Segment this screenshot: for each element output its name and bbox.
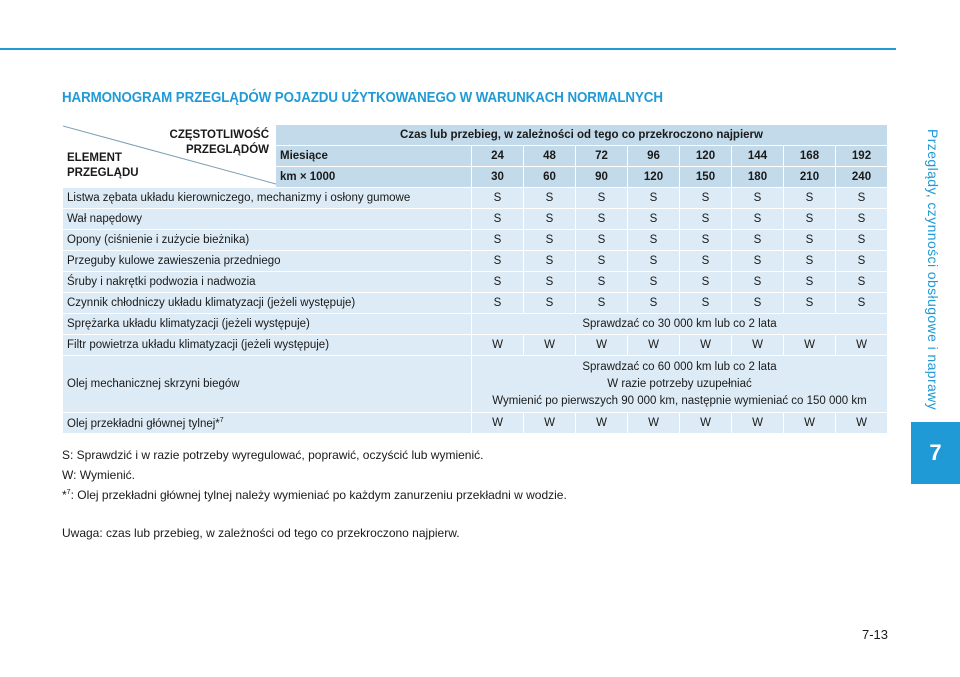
interval-value: S xyxy=(680,209,732,230)
row-item-name-text: Czynnik chłodniczy układu klimatyzacji (jeżeli występuje) xyxy=(67,297,356,309)
row-item-name-text: Sprężarka układu klimatyzacji (jeżeli występuje) xyxy=(67,318,310,330)
row-item-name xyxy=(63,209,472,230)
page-title: HARMONOGRAM PRZEGLĄDÓW POJAZDU UŻYTKOWANEGO W WARUNKACH NORMALNYCH xyxy=(62,90,663,106)
interval-span-note: Sprawdzać co 30 000 km lub co 2 lata xyxy=(472,314,888,335)
interval-value: W xyxy=(576,413,628,434)
interval-value: S xyxy=(472,188,524,209)
footnote-sup: 7 xyxy=(66,489,71,496)
interval-value: W xyxy=(680,335,732,356)
month-value: 72 xyxy=(576,146,628,167)
interval-value: S xyxy=(524,230,576,251)
table-row xyxy=(63,209,888,230)
table-row xyxy=(63,272,888,293)
interval-value: S xyxy=(784,272,836,293)
chapter-side-title-text: Przeglądy, czynności obsługowe i naprawy xyxy=(925,129,941,411)
interval-value: S xyxy=(472,272,524,293)
interval-value: S xyxy=(836,230,888,251)
interval-value: S xyxy=(472,209,524,230)
row-item-name-text: Przeguby kulowe zawieszenia przedniego xyxy=(67,255,281,267)
interval-value: S xyxy=(732,251,784,272)
footnote-star: * xyxy=(62,488,67,502)
row-item-name-text: Listwa zębata układu kierowniczego, mechanizmy i osłony gumowe xyxy=(67,192,411,204)
interval-value: S xyxy=(784,230,836,251)
interval-value: S xyxy=(836,251,888,272)
interval-value: S xyxy=(732,209,784,230)
interval-span-header: Czas lub przebieg, w zależności od tego co przekroczono najpierw xyxy=(276,125,888,146)
table-row xyxy=(63,251,888,272)
interval-value: S xyxy=(784,251,836,272)
interval-value: S xyxy=(524,209,576,230)
header-diagonal-cell xyxy=(63,125,276,188)
km-value: 210 xyxy=(784,167,836,188)
note-s: S: Sprawdzić i w razie potrzeby wyregulować, poprawić, oczyścić lub wymienić. xyxy=(62,448,484,462)
interval-value: S xyxy=(524,293,576,314)
note-footnote-7 xyxy=(62,488,567,502)
interval-value: W xyxy=(472,335,524,356)
interval-value: W xyxy=(784,413,836,434)
row-item-name xyxy=(63,293,472,314)
month-value: 120 xyxy=(680,146,732,167)
table-row xyxy=(63,230,888,251)
row-item-name-text: Olej przekładni głównej tylnej* xyxy=(67,417,220,430)
element-label-line1: ELEMENT xyxy=(67,152,122,164)
row-item-name xyxy=(63,272,472,293)
interval-value: W xyxy=(732,335,784,356)
frequency-label xyxy=(170,128,269,158)
interval-value: S xyxy=(628,251,680,272)
interval-value: S xyxy=(576,188,628,209)
element-label-line2: PRZEGLĄDU xyxy=(67,167,139,179)
maintenance-schedule-table xyxy=(62,124,888,434)
interval-value: S xyxy=(680,188,732,209)
interval-value: S xyxy=(732,272,784,293)
row-item-name-text: Filtr powietrza układu klimatyzacji (jeżeli występuje) xyxy=(67,339,330,351)
month-value: 192 xyxy=(836,146,888,167)
interval-span-line: Sprawdzać co 60 000 km lub co 2 lata xyxy=(582,360,777,373)
interval-value: W xyxy=(576,335,628,356)
interval-value: S xyxy=(680,293,732,314)
km-value: 90 xyxy=(576,167,628,188)
page-number: 7-13 xyxy=(862,627,889,642)
interval-value: S xyxy=(836,209,888,230)
km-value: 180 xyxy=(732,167,784,188)
interval-value: W xyxy=(836,413,888,434)
interval-value: S xyxy=(472,251,524,272)
row-item-name xyxy=(63,251,472,272)
row-item-name xyxy=(63,188,472,209)
interval-value: S xyxy=(576,293,628,314)
row-item-name xyxy=(63,335,472,356)
interval-value: S xyxy=(836,272,888,293)
interval-value: S xyxy=(784,293,836,314)
interval-value: S xyxy=(524,188,576,209)
interval-value: S xyxy=(784,188,836,209)
chapter-side-title xyxy=(918,120,948,420)
table-row xyxy=(63,413,888,434)
frequency-label-line1: CZĘSTOTLIWOŚĆ xyxy=(169,129,269,141)
row-item-name xyxy=(63,230,472,251)
interval-value: W xyxy=(680,413,732,434)
interval-value: S xyxy=(732,230,784,251)
interval-value: S xyxy=(680,251,732,272)
interval-value: S xyxy=(472,293,524,314)
interval-value: S xyxy=(732,188,784,209)
note-uwaga: Uwaga: czas lub przebieg, w zależności od tego co przekroczono najpierw. xyxy=(62,526,460,540)
row-item-name xyxy=(63,356,472,413)
interval-value: S xyxy=(628,230,680,251)
interval-value: S xyxy=(576,272,628,293)
interval-value: W xyxy=(784,335,836,356)
row-item-name-text: Śruby i nakrętki podwozia i nadwozia xyxy=(67,276,256,288)
top-rule xyxy=(0,48,896,50)
interval-value: W xyxy=(472,413,524,434)
table-row xyxy=(63,293,888,314)
interval-value: W xyxy=(628,413,680,434)
month-value: 96 xyxy=(628,146,680,167)
interval-value: W xyxy=(836,335,888,356)
row-item-name xyxy=(63,314,472,335)
interval-value: S xyxy=(628,293,680,314)
row-item-name xyxy=(63,413,472,434)
note-w: W: Wymienić. xyxy=(62,468,136,482)
table-row xyxy=(63,335,888,356)
interval-value: S xyxy=(576,230,628,251)
interval-value: W xyxy=(628,335,680,356)
interval-value: S xyxy=(524,251,576,272)
interval-value: S xyxy=(472,230,524,251)
interval-value: S xyxy=(680,272,732,293)
interval-value: S xyxy=(836,293,888,314)
interval-value: S xyxy=(836,188,888,209)
interval-value: W xyxy=(524,413,576,434)
chapter-tab: 7 xyxy=(911,422,960,484)
row-item-name-text: Olej mechanicznej skrzyni biegów xyxy=(67,378,240,390)
interval-value: S xyxy=(732,293,784,314)
interval-value: S xyxy=(576,209,628,230)
km-value: 60 xyxy=(524,167,576,188)
interval-value: S xyxy=(680,230,732,251)
row-item-footnote-sup: 7 xyxy=(219,416,224,424)
km-value: 240 xyxy=(836,167,888,188)
interval-value: S xyxy=(628,272,680,293)
month-value: 48 xyxy=(524,146,576,167)
table-row xyxy=(63,188,888,209)
interval-value: S xyxy=(524,272,576,293)
interval-value: S xyxy=(784,209,836,230)
footnote-text: : Olej przekładni głównej tylnej należy wymieniać po każdym zanurzeniu przekładni w wodzie. xyxy=(70,488,567,502)
km-value: 150 xyxy=(680,167,732,188)
interval-value: W xyxy=(732,413,784,434)
month-value: 168 xyxy=(784,146,836,167)
frequency-label-line2: PRZEGLĄDÓW xyxy=(185,144,269,156)
row-item-name-text: Wał napędowy xyxy=(67,213,143,225)
interval-value: W xyxy=(524,335,576,356)
element-label xyxy=(67,151,139,181)
interval-value: S xyxy=(576,251,628,272)
month-value: 24 xyxy=(472,146,524,167)
row-item-name-text: Opony (ciśnienie i zużycie bieżnika) xyxy=(67,234,250,246)
months-label: Miesiące xyxy=(276,146,472,167)
km-value: 120 xyxy=(628,167,680,188)
table-row xyxy=(63,356,888,413)
interval-value: S xyxy=(628,188,680,209)
interval-span-line: W razie potrzeby uzupełniać xyxy=(607,377,752,390)
interval-span-note xyxy=(472,356,888,413)
km-value: 30 xyxy=(472,167,524,188)
interval-span-line: Wymienić po pierwszych 90 000 km, następnie wymieniać co 150 000 km xyxy=(492,394,867,407)
interval-value: S xyxy=(628,209,680,230)
km-label: km × 1000 xyxy=(276,167,472,188)
table-row xyxy=(63,314,888,335)
month-value: 144 xyxy=(732,146,784,167)
